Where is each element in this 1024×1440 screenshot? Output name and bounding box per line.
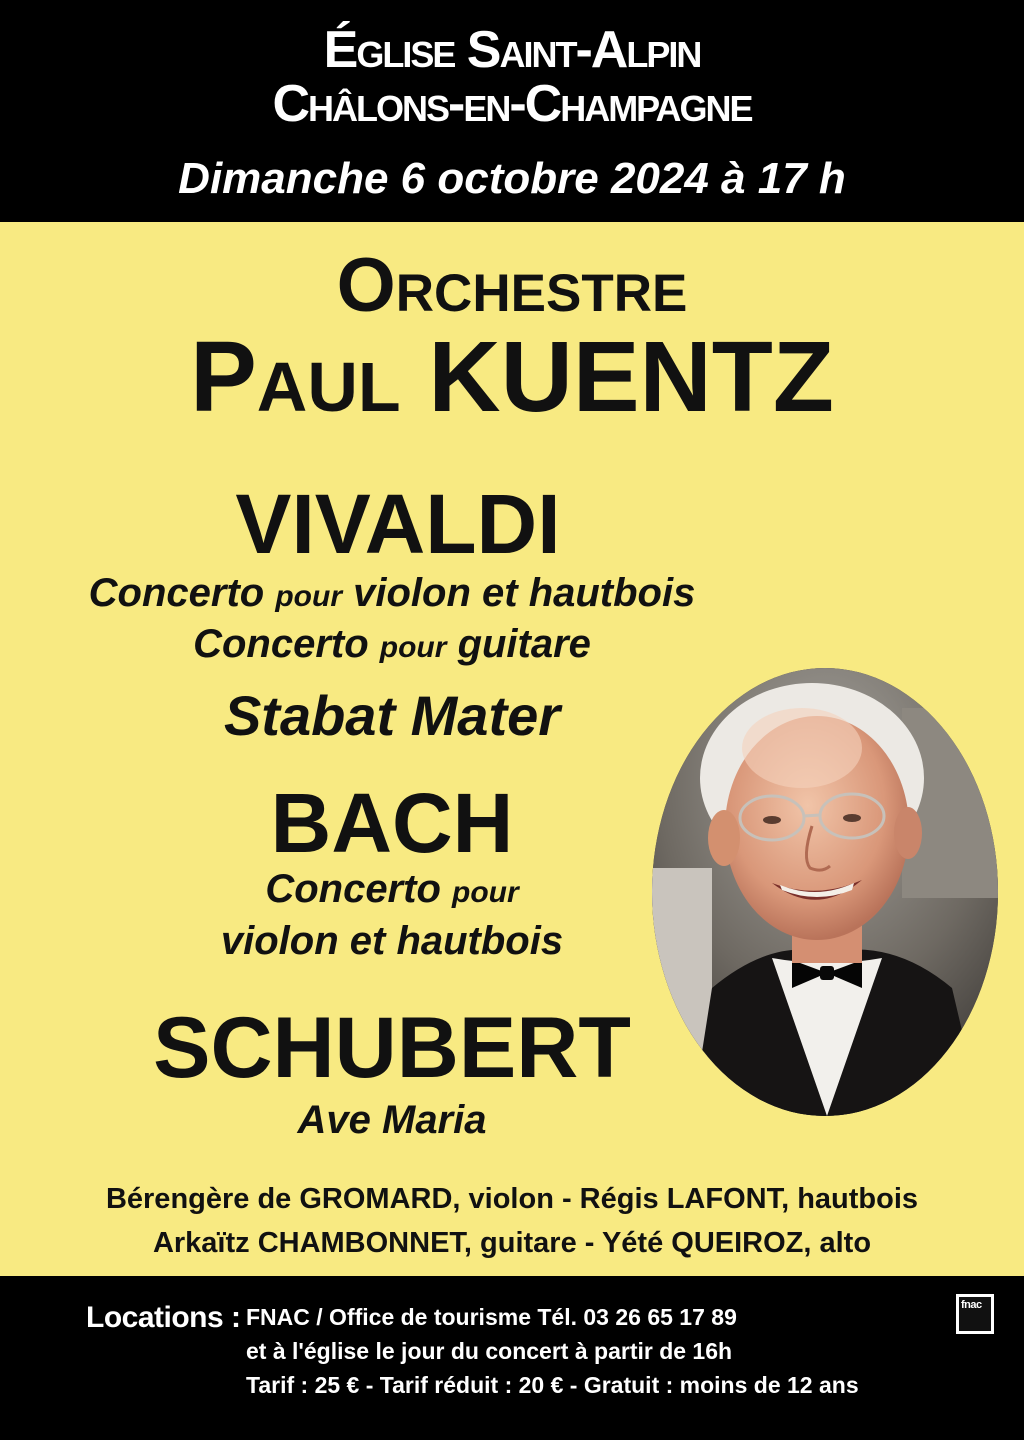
city-name: Châlons-en-Champagne (272, 75, 752, 133)
work-vivaldi-concerto-violin-oboe: Concerto pour violon et hautbois (88, 571, 696, 615)
performers-line-2: Arkaïtz CHAMBONNET, guitare - Yété QUEIROZ, alto (152, 1227, 872, 1259)
performers-line-1: Bérengère de GROMARD, violon - Régis LAFONT, hautbois (105, 1183, 919, 1215)
composer-vivaldi: VIVALDI (235, 477, 561, 571)
work-vivaldi-concerto-guitar: Concerto pour guitare (193, 622, 591, 666)
portrait-photo-icon (652, 668, 998, 1116)
church-name: Église Saint-Alpin (323, 21, 701, 79)
fnac-logo (956, 1294, 994, 1334)
work-bach-concerto-line1: Concerto pour (265, 867, 519, 911)
footer-band (0, 1276, 1024, 1440)
locations-line-1: FNAC / Office de tourisme Tél. 03 26 65 17 89 (246, 1304, 737, 1330)
work-vivaldi-stabat-mater: Stabat Mater (223, 684, 561, 747)
work-bach-concerto-line2: violon et hautbois (220, 919, 564, 963)
work-schubert-ave-maria: Ave Maria (297, 1098, 487, 1142)
fnac-logo-text: fnac (961, 1299, 982, 1311)
header-band (0, 0, 1024, 222)
composer-schubert: SCHUBERT (153, 1000, 631, 1096)
locations-line-3: Tarif : 25 € - Tarif réduit : 20 € - Gratuit : moins de 12 ans (246, 1372, 859, 1398)
orchestra-label: Orchestre (336, 243, 688, 328)
locations-label: Locations : (86, 1301, 241, 1334)
locations-line-2: et à l'église le jour du concert à partir de 16h (246, 1338, 733, 1364)
composer-bach: BACH (270, 776, 514, 870)
concert-date: Dimanche 6 octobre 2024 à 17 h (178, 154, 846, 203)
conductor-portrait (652, 668, 998, 1116)
orchestra-name: Paul KUENTZ (190, 321, 834, 433)
